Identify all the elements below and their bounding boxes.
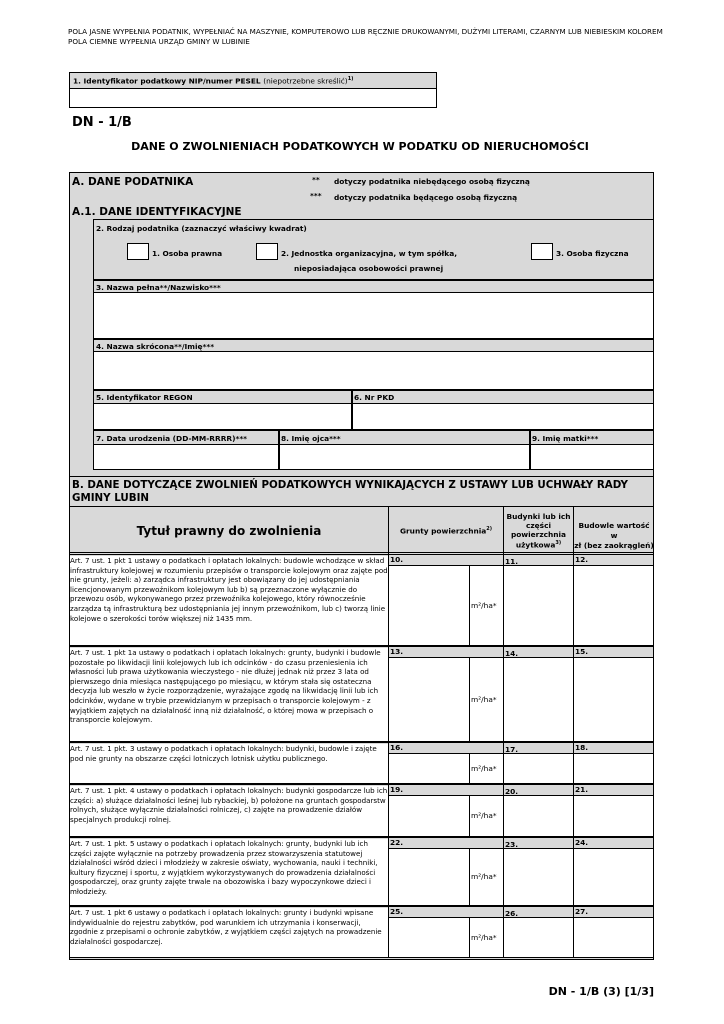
legal-person-label: 1. Osoba prawna — [152, 249, 223, 258]
birth-date-input[interactable] — [94, 444, 278, 469]
exemption-description: Art. 7 ust. 1 pkt 6 ustawy o podatkach i opłatach lokalnych: grunty i budynki wpisane indywidualnie do rejestru zabytków, pod warunkiem ich utrzymania i konserwacji, zgodnie z przepisami o ochronie zabytków, z wyjątkiem części zajętych na prowadzenie działalności gospodarczej. — [70, 908, 388, 957]
father-name-label: 8. Imię ojca*** — [281, 434, 341, 443]
father-name-input[interactable] — [280, 444, 529, 469]
structure-value-input[interactable] — [574, 849, 653, 905]
organization-label-1: 2. Jednostka organizacyjna, w tym spółka, — [281, 249, 458, 258]
exemption-description: Art. 7 ust. 1 pkt. 5 ustawy o podatkach i opłatach lokalnych: grunty, budynki lub ich części zajęte wyłącznie na potrzeby prowadzenia przez stowarzyszenia statutowej działalności wśród dzieci i młodzieży w zakresie oświaty, wychowania, nauki i techniki, kultury fizycznej i sportu, z wyjątkiem wykorzystywanych do prowadzenia działalności gospodarczej, oraz grunty zajęte trwale na obozowiska i bazy wypoczynkowe dzieci i młodzieży. — [70, 839, 388, 905]
section-b-heading-1: B. DANE DOTYCZĄCE ZWOLNIEŃ PODATKOWYCH WYNIKAJĄCYCH Z USTAWY LUB UCHWAŁY RADY — [72, 479, 628, 491]
area-unit: m²/ha* — [471, 811, 497, 820]
field-number-structure: 15. — [575, 647, 589, 656]
building-area-input[interactable] — [504, 918, 573, 957]
instruction-line-1: POLA JASNE WYPEŁNIA PODATNIK, WYPEŁNIAĆ NA MASZYNIE, KOMPUTEROWO LUB RĘCZNIE DRUKOWANYMI, DUŻYMI LITERAMI, CZARNYM LUB NIEBIESKIM KOLOREM — [68, 27, 663, 36]
area-unit: m²/ha* — [471, 764, 497, 773]
note-text-1: dotyczy podatnika niebędącego osobą fizyczną — [334, 177, 530, 186]
structure-value-input[interactable] — [574, 566, 653, 645]
page-footer: DN - 1/B (3) [1/3] — [548, 985, 654, 998]
exemption-description: Art. 7 ust. 1 pkt 1 ustawy o podatkach i opłatach lokalnych: budowle wchodzące w skład infrastruktury kolejowej w rozumieniu przepisów o transporcie kolejowym oraz zajęte pod nie grunty, jeżeli: a) zarządca infrastruktury jest obowiązany do jej udostępniania licencjonowanym przewoźnikom kolejowym lub b) są przeznaczone wyłącznie do przewozu osób, wykonywanego przez przewoźnika kolejowego, który równocześnie zarządza tą infrastrukturą bez udostępniania jej innym przewoźnikom, lub c) tworzą linie kolejowe o szerokości torów większej niż 1435 mm. — [70, 556, 388, 645]
col-header-buildings: Budynki lub ich części powierzchnia użytkowa$^{3)}$ — [506, 512, 571, 550]
instruction-line-2: POLA CIEMNE WYPEŁNIA URZĄD GMINY W LUBINIE — [68, 37, 250, 46]
field-number-land: 22. — [390, 838, 404, 847]
note-text-2: dotyczy podatnika będącego osobą fizyczną — [334, 193, 518, 202]
building-area-input[interactable] — [504, 566, 573, 645]
land-area-input[interactable] — [389, 754, 469, 783]
full-name-label: 3. Nazwa pełna**/Nazwisko*** — [96, 283, 221, 292]
col-header-land: Grunty powierzchnia$^{2)}$ — [399, 526, 493, 536]
land-area-input[interactable] — [389, 658, 469, 741]
field-number-land: 16. — [390, 743, 404, 752]
field-number-structure: 18. — [575, 743, 589, 752]
exemption-description: Art. 7 ust. 1 pkt. 3 ustawy o podatkach i opłatach lokalnych: budynki, budowle i zajęte pod nie grunty na obszarze części lotniczych lotnisk użytku publicznego. — [70, 744, 388, 783]
legal-person-checkbox[interactable] — [127, 243, 149, 260]
section-b-divider — [69, 476, 654, 477]
field-number-land: 19. — [390, 785, 404, 794]
field-number-building: 23. — [505, 840, 519, 849]
organization-label-2: nieposiadająca osobowości prawnej — [294, 264, 444, 273]
area-unit: m²/ha* — [471, 601, 497, 610]
field-number-structure: 21. — [575, 785, 589, 794]
mother-name-label: 9. Imię matki*** — [532, 434, 599, 443]
organization-checkbox[interactable] — [256, 243, 278, 260]
nip-field — [69, 72, 437, 108]
regon-label: 5. Identyfikator REGON — [96, 393, 193, 402]
building-area-input[interactable] — [504, 754, 573, 783]
field-number-structure: 24. — [575, 838, 589, 847]
taxpayer-type-label: 2. Rodzaj podatnika (zaznaczyć właściwy kwadrat) — [96, 224, 307, 233]
form-code: DN - 1/B — [72, 115, 132, 130]
pkd-label: 6. Nr PKD — [354, 393, 395, 402]
area-unit: m²/ha* — [471, 933, 497, 942]
building-area-input[interactable] — [504, 796, 573, 836]
nip-input[interactable] — [70, 89, 436, 108]
col-header-structures: Budowle wartość w zł (bez zaokrągleń) — [574, 521, 654, 550]
land-area-input[interactable] — [389, 849, 469, 905]
regon-input[interactable] — [94, 403, 351, 429]
pkd-input[interactable] — [353, 403, 653, 429]
field-number-building: 20. — [505, 787, 519, 796]
nip-label: 1. Identyfikator podatkowy NIP/numer PESEL (niepotrzebne skreślić)$^{1)}$ — [70, 73, 436, 89]
field-number-structure: 27. — [575, 907, 589, 916]
natural-person-label: 3. Osoba fizyczna — [556, 249, 629, 258]
exemption-description: Art. 7 ust. 1 pkt 1a ustawy o podatkach i opłatach lokalnych: grunty, budynki i budowle pozostałe po likwidacji linii kolejowych lub ich odcinków - do czasu przeniesienia ich własności lub prawa użytkowania wieczystego - nie dłużej jednak niż przez 3 lata od pierwszego dnia miesiąca następującego po miesiącu, w którym stała się ostateczna decyzja lub weszło w życie rozporządzenie, wyrażające zgodę na likwidację linii lub ich odcinków, wydane w trybie przewidzianym w przepisach o transporcie kolejowym - z wyjątkiem zajętych na działalność inną niż działalność, o której mowa w przepisach o transporcie kolejowym. — [70, 648, 388, 741]
structure-value-input[interactable] — [574, 658, 653, 741]
col-header-title: Tytuł prawny do zwolnienia — [136, 524, 322, 538]
mother-name-input[interactable] — [531, 444, 653, 469]
note-mark-2: *** — [310, 191, 322, 200]
note-mark-1: ** — [312, 175, 320, 184]
structure-value-input[interactable] — [574, 796, 653, 836]
land-area-input[interactable] — [389, 918, 469, 957]
area-unit: m²/ha* — [471, 872, 497, 881]
field-number-building: 14. — [505, 649, 519, 658]
structure-value-input[interactable] — [574, 918, 653, 957]
building-area-input[interactable] — [504, 658, 573, 741]
area-unit: m²/ha* — [471, 695, 497, 704]
field-number-land: 25. — [390, 907, 404, 916]
natural-person-checkbox[interactable] — [531, 243, 553, 260]
field-number-land: 13. — [390, 647, 404, 656]
exemption-description: Art. 7 ust. 1 pkt. 4 ustawy o podatkach i opłatach lokalnych: budynki gospodarcze lub ich części: a) służące działalności leśnej lub rybackiej, b) położone na gruntach gospodarstw rolnych, służące wyłącznie działalności rolniczej, c) zajęte na prowadzenie działów specjalnych produkcji rolnej. — [70, 786, 388, 836]
land-area-input[interactable] — [389, 796, 469, 836]
full-name-input[interactable] — [94, 292, 653, 338]
field-number-building: 11. — [505, 557, 519, 566]
form-title: DANE O ZWOLNIENIACH PODATKOWYCH W PODATKU OD NIERUCHOMOŚCI — [131, 140, 589, 153]
field-number-structure: 12. — [575, 555, 589, 564]
section-b-heading-2: GMINY LUBIN — [72, 492, 150, 504]
short-name-input[interactable] — [94, 351, 653, 389]
field-number-land: 10. — [390, 555, 404, 564]
birth-date-label: 7. Data urodzenia (DD-MM-RRRR)*** — [96, 434, 248, 443]
fill-instructions — [68, 27, 668, 47]
section-a1-heading: A.1. DANE IDENTYFIKACYJNE — [72, 206, 242, 218]
structure-value-input[interactable] — [574, 754, 653, 783]
short-name-label: 4. Nazwa skrócona**/Imię*** — [96, 342, 215, 351]
land-area-input[interactable] — [389, 566, 469, 645]
field-number-building: 17. — [505, 745, 519, 754]
building-area-input[interactable] — [504, 849, 573, 905]
field-number-building: 26. — [505, 909, 519, 918]
section-a-heading: A. DANE PODATNIKA — [72, 176, 194, 188]
